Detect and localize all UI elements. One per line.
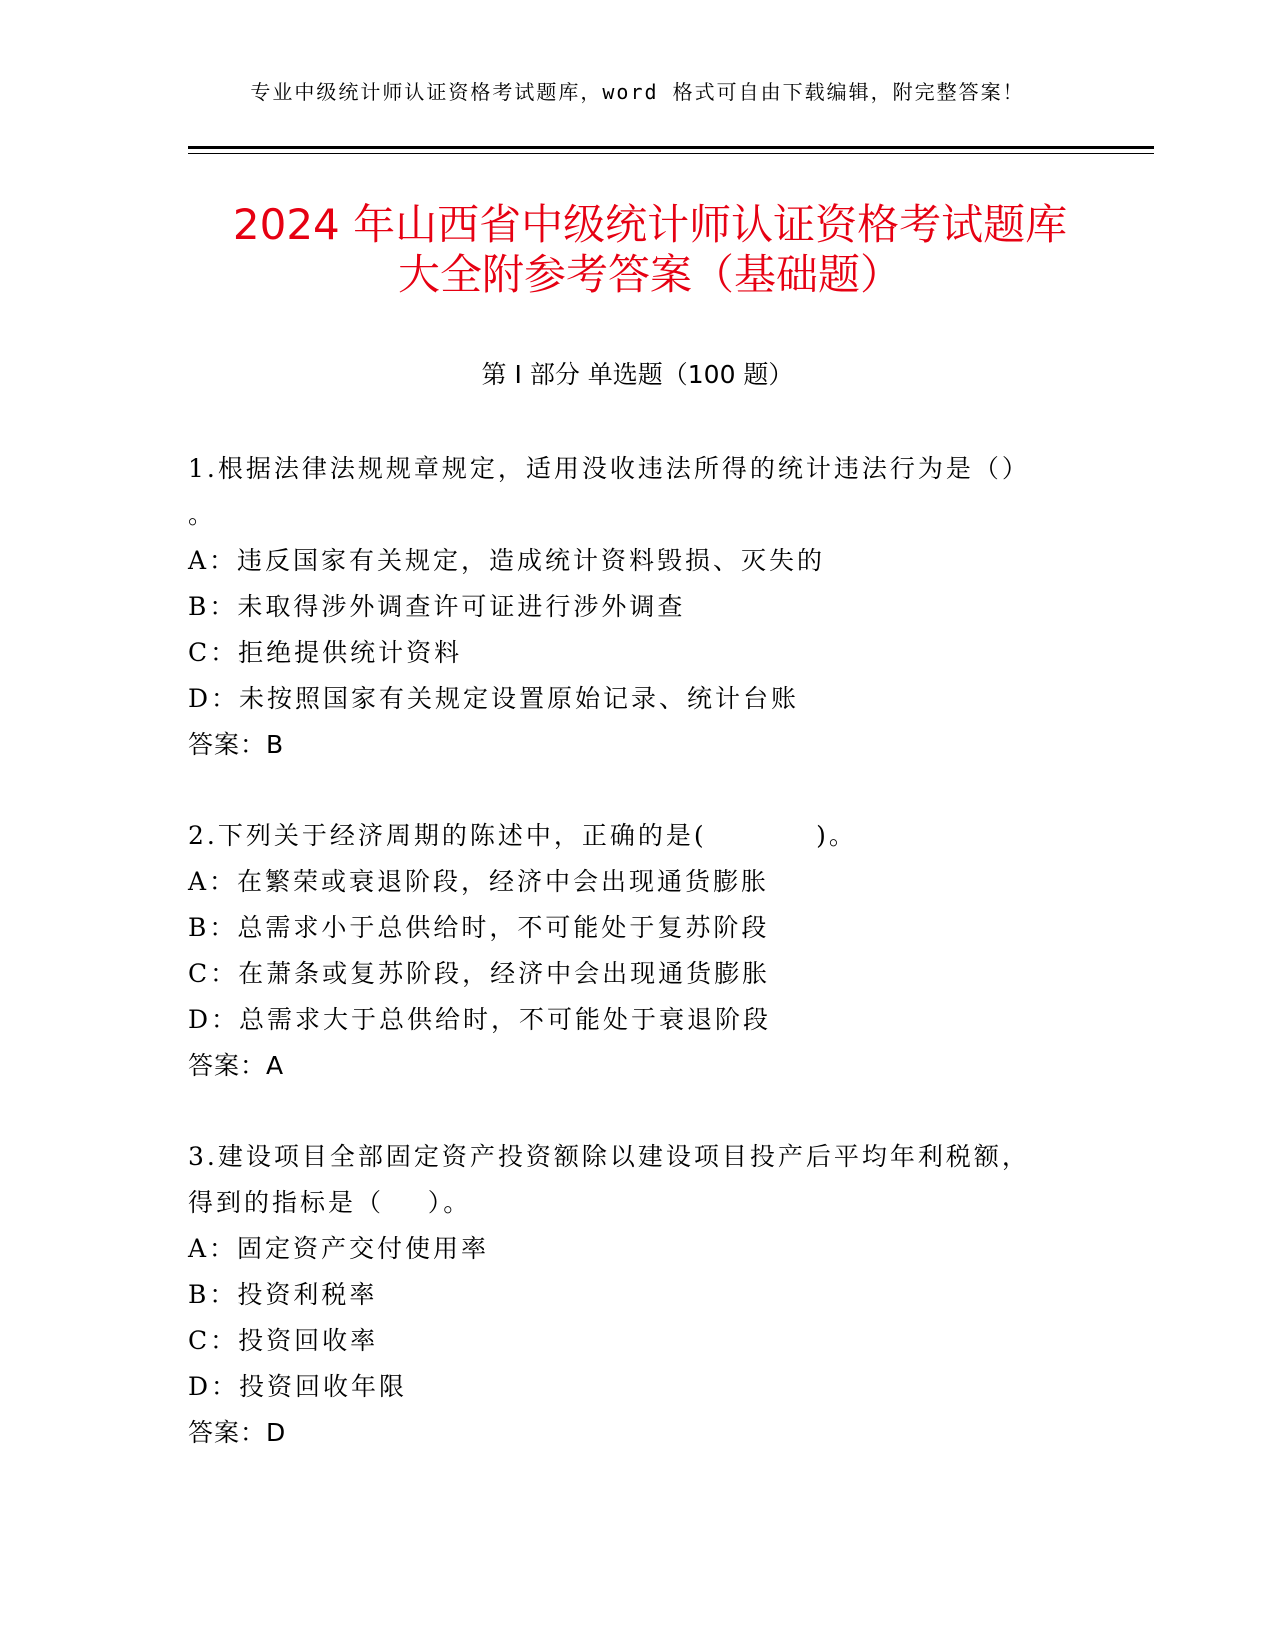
answer: 答案：D [188, 1418, 287, 1447]
header-rule-thin [188, 153, 1154, 154]
option-c: C：在萧条或复苏阶段，经济中会出现通货膨胀 [188, 959, 771, 988]
option-d: D：投资回收年限 [188, 1372, 408, 1401]
option-d: D：总需求大于总供给时，不可能处于衰退阶段 [188, 1005, 772, 1034]
question-2 [188, 813, 1058, 1089]
option-b: B：投资利税率 [188, 1280, 378, 1309]
document-title-line-1: 2024 年山西省中级统计师认证资格考试题库 [232, 200, 1068, 249]
document-title [180, 200, 1120, 300]
option-b: B：总需求小于总供给时，不可能处于复苏阶段 [188, 913, 770, 942]
option-a: A：固定资产交付使用率 [188, 1234, 490, 1263]
section-title: 第 I 部分 单选题（100 题） [481, 360, 794, 389]
header-rule-thick [188, 146, 1154, 149]
question-stem [188, 813, 1058, 859]
answer: 答案：B [188, 730, 285, 759]
question-1 [188, 446, 1058, 768]
question-stem [188, 446, 1058, 538]
question-stem-text: 2.下列关于经济周期的陈述中，正确的是( )。 [188, 821, 857, 850]
option-a: A：违反国家有关规定，造成统计资料毁损、灭失的 [188, 546, 826, 575]
question-3 [188, 1134, 1058, 1456]
header-note: 专业中级统计师认证资格考试题库，word 格式可自由下载编辑，附完整答案！ [250, 80, 1025, 104]
question-stem [188, 1134, 1058, 1226]
option-a: A：在繁荣或衰退阶段，经济中会出现通货膨胀 [188, 867, 770, 896]
option-b: B：未取得涉外调查许可证进行涉外调查 [188, 592, 686, 621]
document-title-line-2: 大全附参考答案（基础题） [397, 250, 902, 299]
question-stem-text: 1.根据法律法规规章规定，适用没收违法所得的统计违法行为是（） [188, 454, 1030, 483]
question-stem-text: 3.建设项目全部固定资产投资额除以建设项目投产后平均年利税额， [188, 1142, 1030, 1171]
answer: 答案：A [188, 1051, 285, 1080]
question-stem-tail: 得到的指标是（ ）。 [188, 1188, 472, 1217]
option-c: C：投资回收率 [188, 1326, 379, 1355]
question-list [188, 446, 1058, 1501]
option-d: D：未按照国家有关规定设置原始记录、统计台账 [188, 684, 800, 713]
question-stem-tail: 。 [188, 500, 217, 529]
option-c: C：拒绝提供统计资料 [188, 638, 463, 667]
